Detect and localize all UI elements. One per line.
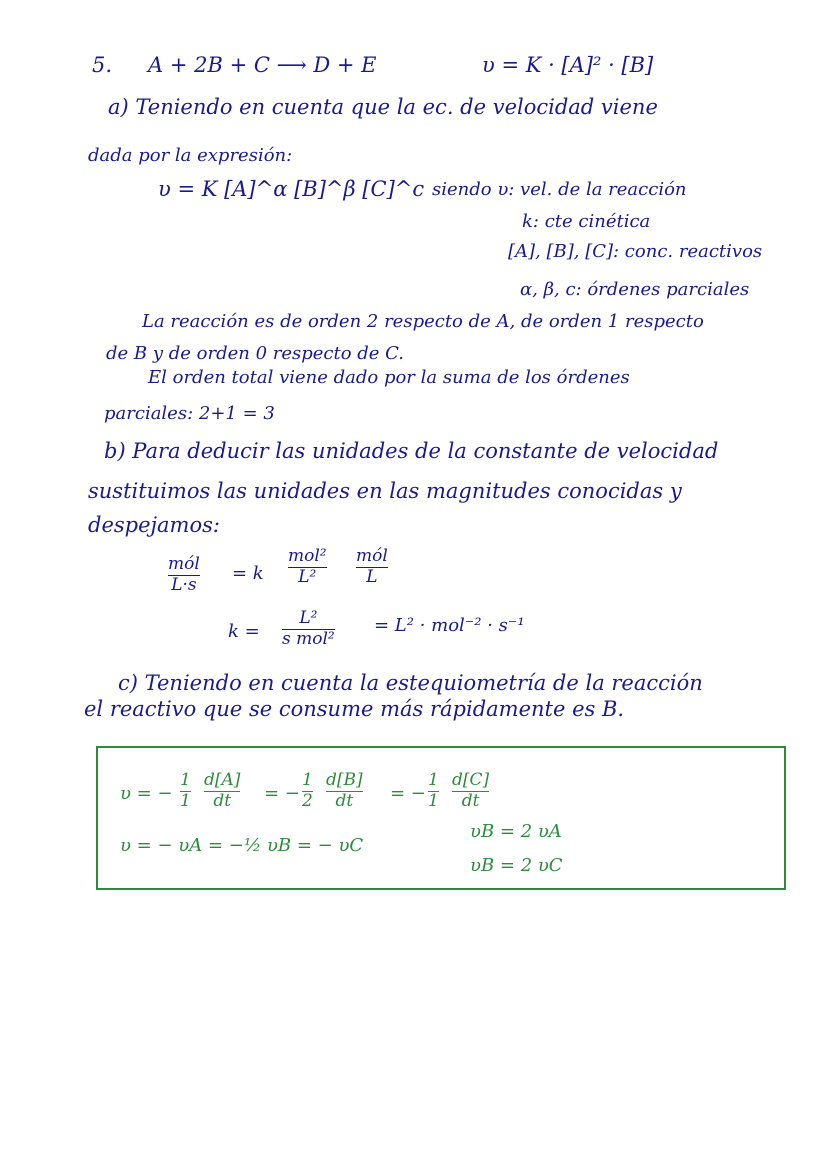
k-denominator: s mol²	[282, 628, 335, 649]
coef-b-num: 1	[302, 770, 313, 790]
part-b-line1: b) Para deducir las unidades de la constante de velocidad	[104, 439, 719, 463]
part-c-line1: c) Teniendo en cuenta la estequiometría de la reacción	[118, 671, 703, 695]
dC-fraction	[452, 772, 489, 811]
orders-def: α, β, c: órdenes parciales	[520, 279, 750, 300]
coef-c-fraction	[428, 772, 439, 811]
part-a-line2: dada por la expresión:	[88, 145, 293, 166]
part-b-line3: despejamos:	[88, 513, 220, 537]
lhs-numerator: mól	[168, 554, 200, 574]
green-box-left	[96, 746, 98, 889]
dC-num: d[C]	[452, 770, 490, 790]
green-box-top	[96, 746, 786, 748]
mol2-denominator: L²	[298, 566, 317, 587]
coef-b-den: 2	[302, 790, 313, 811]
eq-minus-2: = −	[390, 783, 426, 804]
conc-def: [A], [B], [C]: conc. reactivos	[508, 241, 763, 262]
rate-law: υ = K · [A]² · [B]	[482, 53, 654, 77]
mol-fraction	[356, 548, 388, 587]
coef-a-den: 1	[180, 790, 191, 811]
k-label: k =	[228, 621, 260, 642]
dA-fraction	[204, 772, 240, 811]
dB-den: dt	[335, 790, 354, 811]
k-def: k: cte cinética	[522, 211, 651, 232]
k-result: = L² · mol⁻² · s⁻¹	[374, 615, 525, 636]
problem-number: 5.	[92, 53, 113, 77]
rate-relation: υ = − υA = −½ υB = − υC	[120, 835, 364, 856]
lhs-denominator: L·s	[171, 574, 197, 595]
reaction-equation: A + 2B + C ⟶ D + E	[148, 53, 377, 77]
part-c-line2: el reactivo que se consume más rápidamente es B.	[84, 697, 625, 721]
part-b-line2: sustituimos las unidades en las magnitudes conocidas y	[88, 479, 682, 503]
rate-prefix: υ = −	[120, 783, 173, 804]
order-line2: de B y de orden 0 respecto de C.	[106, 343, 405, 364]
coef-a-fraction	[180, 772, 191, 811]
mol2-fraction	[288, 548, 327, 587]
vb-vc-relation: υB = 2 υC	[470, 855, 563, 876]
dB-num: d[B]	[326, 770, 363, 790]
dA-den: dt	[213, 790, 232, 811]
coef-c-num: 1	[428, 770, 439, 790]
k-fraction	[282, 610, 335, 649]
siendo-def: siendo υ: vel. de la reacción	[432, 179, 687, 200]
green-box-bottom	[96, 888, 786, 890]
part-a-line1: a) Teniendo en cuenta que la ec. de velocidad viene	[108, 95, 658, 119]
coef-a-num: 1	[180, 770, 191, 790]
coef-c-den: 1	[428, 790, 439, 811]
general-rate-law: υ = K [A]^α [B]^β [C]^c	[158, 177, 425, 201]
order-line1: La reacción es de orden 2 respecto de A, de orden 1 respecto	[142, 311, 704, 332]
eq-minus-1: = −	[264, 783, 300, 804]
eq1-middle: = k	[232, 563, 264, 584]
mol2-numerator: mol²	[288, 546, 327, 566]
total-line1: El orden total viene dado por la suma de los órdenes	[148, 367, 630, 388]
lhs-fraction	[168, 556, 200, 595]
mol-denominator: L	[366, 566, 378, 587]
total-line2: parciales: 2+1 = 3	[104, 403, 275, 424]
k-numerator: L²	[299, 608, 318, 628]
coef-b-fraction	[302, 772, 313, 811]
dB-fraction	[326, 772, 363, 811]
dA-num: d[A]	[204, 770, 241, 790]
mol-numerator: mól	[356, 546, 388, 566]
dC-den: dt	[461, 790, 480, 811]
vb-va-relation: υB = 2 υA	[470, 821, 562, 842]
green-box-right	[784, 746, 786, 889]
